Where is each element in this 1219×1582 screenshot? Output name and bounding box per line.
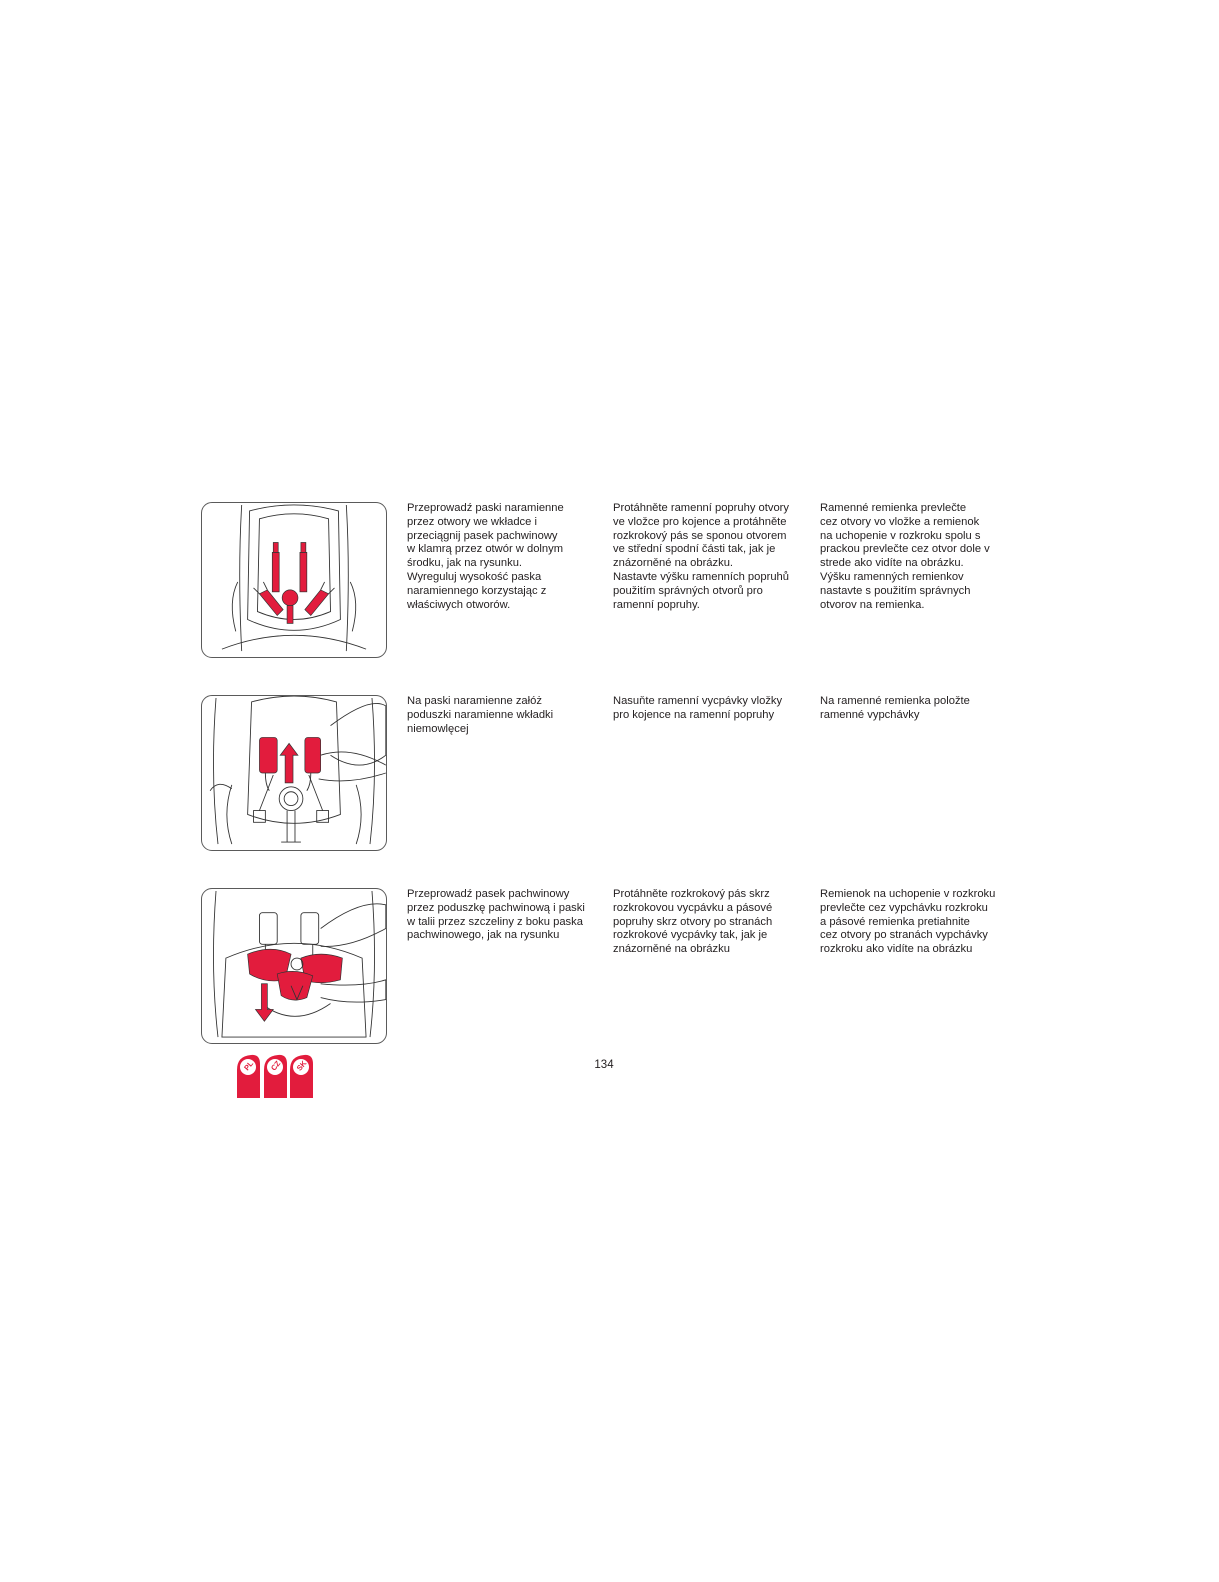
language-tab-cz [264, 1054, 287, 1098]
instruction-text-cz: Protáhněte ramenní popruhy otvory ve vložce pro kojence a protáhněte rozkrokový pás se sponou otvorem ve střední spodní části tak, jak je znázorněné na obrázku. Nastavte výšku ramenních popruhů použitím správných otvorů pro ramenní popruhy. [613, 502, 789, 611]
instruction-text-cz: Nasuňte ramenní vycpávky vložky pro kojence na ramenní popruhy [613, 695, 783, 721]
instruction-step-1 [201, 502, 1011, 660]
instruction-text-sk: Remienok na uchopenie v rozkroku prevlečte cez vypchávku rozkroku a pásové remienka pretiahnite cez otvory po stranách vypchávky rozkroku ako vidíte na obrázku [820, 888, 996, 956]
instruction-text-pl: Na paski naramienne załóż poduszki naramienne wkładki niemowlęcej [407, 695, 554, 735]
instruction-step-2 [201, 695, 1011, 853]
instruction-step-3 [201, 888, 1011, 1046]
language-tab-label: SK [294, 1058, 309, 1073]
language-tab-label: CZ [268, 1058, 283, 1073]
instruction-text-sk: Ramenné remienka prevlečte cez otvory vo vložke a remienok na uchopenie v rozkroku spolu s prackou prevlečte cez otvor dole v strede ako vidíte na obrázku. Výšku ramenných remienkov nastavte s použitím správnych otvorov na remienka. [820, 502, 990, 611]
language-tab-sk [290, 1054, 313, 1098]
instruction-text-cz: Protáhněte rozkrokový pás skrz rozkrokovou vycpávku a pásové popruhy skrz otvory po stranách rozkrokové vycpávky tak, jak je znázorněné na obrázku [613, 888, 773, 956]
instruction-text-pl: Przeprowadź paski naramienne przez otwory we wkładce i przeciągnij pasek pachwinowy w klamrą przez otwór w dolnym środku, jak na rysunku. Wyreguluj wysokość paska naramiennego korzystając z właściwych otworów. [407, 502, 564, 611]
page-number: 134 [594, 1059, 614, 1071]
crotch-pad-drawing [202, 889, 386, 1043]
language-tabs [237, 1054, 315, 1098]
instruction-text-pl: Przeprowadź pasek pachwinowy przez poduszkę pachwinową i paski w talii przez szczeliny z boku paska pachwinowego, jak na rysunku [407, 888, 585, 942]
illustration-shoulder-pads [201, 695, 387, 851]
illustration-harness-straps [201, 502, 387, 658]
instruction-text-sk: Na ramenné remienka položte ramenné vypchávky [820, 695, 970, 721]
language-tab-pl [237, 1054, 260, 1098]
harness-straps-drawing [202, 503, 386, 657]
illustration-crotch-pad [201, 888, 387, 1044]
language-tab-label: PL [242, 1059, 256, 1073]
shoulder-pads-drawing [202, 696, 386, 850]
